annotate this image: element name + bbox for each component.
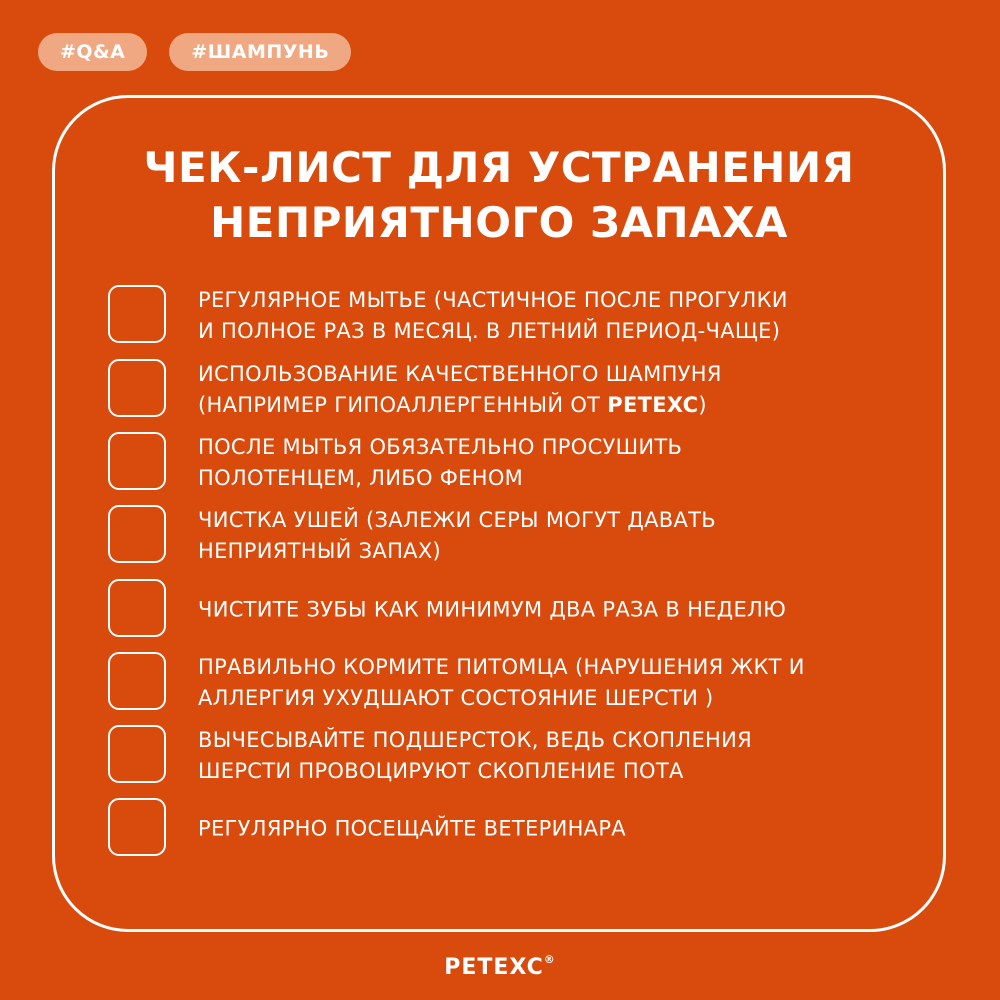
checkbox-ear-cleaning[interactable] bbox=[108, 505, 166, 563]
checklist-item-label: РЕГУЛЯРНО ПОСЕЩАЙТЕ ВЕТЕРИНАРА bbox=[198, 816, 626, 841]
checklist-item-label: ПОСЛЕ МЫТЬЯ ОБЯЗАТЕЛЬНО ПРОСУШИТЬ ПОЛОТЕНЦЕМ, ЛИБО ФЕНОМ bbox=[198, 435, 683, 490]
title-line-1: ЧЕК-ЛИСТ ДЛЯ УСТРАНЕНИЯ bbox=[143, 143, 855, 192]
hashtag-list bbox=[38, 33, 351, 71]
checkbox-dry-after-wash[interactable] bbox=[108, 432, 166, 490]
checkbox-undercoat-brushing[interactable] bbox=[108, 725, 166, 783]
checklist-item-regular-washing[interactable] bbox=[108, 285, 938, 347]
checklist-item-label: ИСПОЛЬЗОВАНИЕ КАЧЕСТВЕННОГО ШАМПУНЯ (НАПРИМЕР ГИПОАЛЛЕРГЕННЫЙ ОТ PETEXC) bbox=[198, 362, 722, 417]
checklist-item-ear-cleaning[interactable] bbox=[108, 505, 938, 567]
checklist-item-teeth-cleaning[interactable] bbox=[108, 579, 938, 641]
checklist-item-label: ВЫЧЕСЫВАЙТЕ ПОДШЕРСТОК, ВЕДЬ СКОПЛЕНИЯ ШЕРСТИ ПРОВОЦИРУЮТ СКОПЛЕНИЕ ПОТА bbox=[198, 728, 753, 783]
checklist-item-dry-after-wash[interactable] bbox=[108, 432, 938, 494]
checklist-item-label: ЧИСТИТЕ ЗУБЫ КАК МИНИМУМ ДВА РАЗА В НЕДЕЛЮ bbox=[198, 597, 787, 622]
checkbox-vet-visits[interactable] bbox=[108, 798, 166, 856]
checkbox-proper-feeding[interactable] bbox=[108, 652, 166, 710]
checklist-item-label: ЧИСТКА УШЕЙ (ЗАЛЕЖИ СЕРЫ МОГУТ ДАВАТЬ НЕПРИЯТНЫЙ ЗАПАХ) bbox=[198, 508, 716, 563]
brand-name-inline: PETEXC bbox=[607, 393, 699, 417]
hashtag-shampoo[interactable]: #ШАМПУНЬ bbox=[169, 33, 351, 71]
checkbox-regular-washing[interactable] bbox=[108, 285, 166, 343]
checkbox-quality-shampoo[interactable] bbox=[108, 359, 166, 417]
page-title bbox=[52, 140, 946, 250]
hashtag-qa[interactable]: #Q&A bbox=[38, 33, 147, 71]
checkbox-teeth-cleaning[interactable] bbox=[108, 579, 166, 637]
checklist-item-undercoat-brushing[interactable] bbox=[108, 725, 938, 787]
checklist-item-label: РЕГУЛЯРНОЕ МЫТЬЕ (ЧАСТИЧНОЕ ПОСЛЕ ПРОГУЛКИ И ПОЛНОЕ РАЗ В МЕСЯЦ. В ЛЕТНИЙ ПЕРИОД-ЧАЩЕ) bbox=[198, 288, 788, 343]
brand-logo-text: PETEXC bbox=[444, 955, 544, 980]
checklist-item-proper-feeding[interactable] bbox=[108, 652, 938, 714]
checklist-item-label: ПРАВИЛЬНО КОРМИТЕ ПИТОМЦА (НАРУШЕНИЯ ЖКТ И АЛЛЕРГИЯ УХУДШАЮТ СОСТОЯНИЕ ШЕРСТИ ) bbox=[198, 655, 805, 710]
brand-logo bbox=[0, 955, 1000, 980]
checklist-item-vet-visits[interactable] bbox=[108, 798, 938, 860]
title-line-2: НЕПРИЯТНОГО ЗАПАХА bbox=[210, 198, 788, 247]
checklist-item-quality-shampoo[interactable] bbox=[108, 359, 938, 421]
registered-mark: ® bbox=[543, 953, 556, 966]
